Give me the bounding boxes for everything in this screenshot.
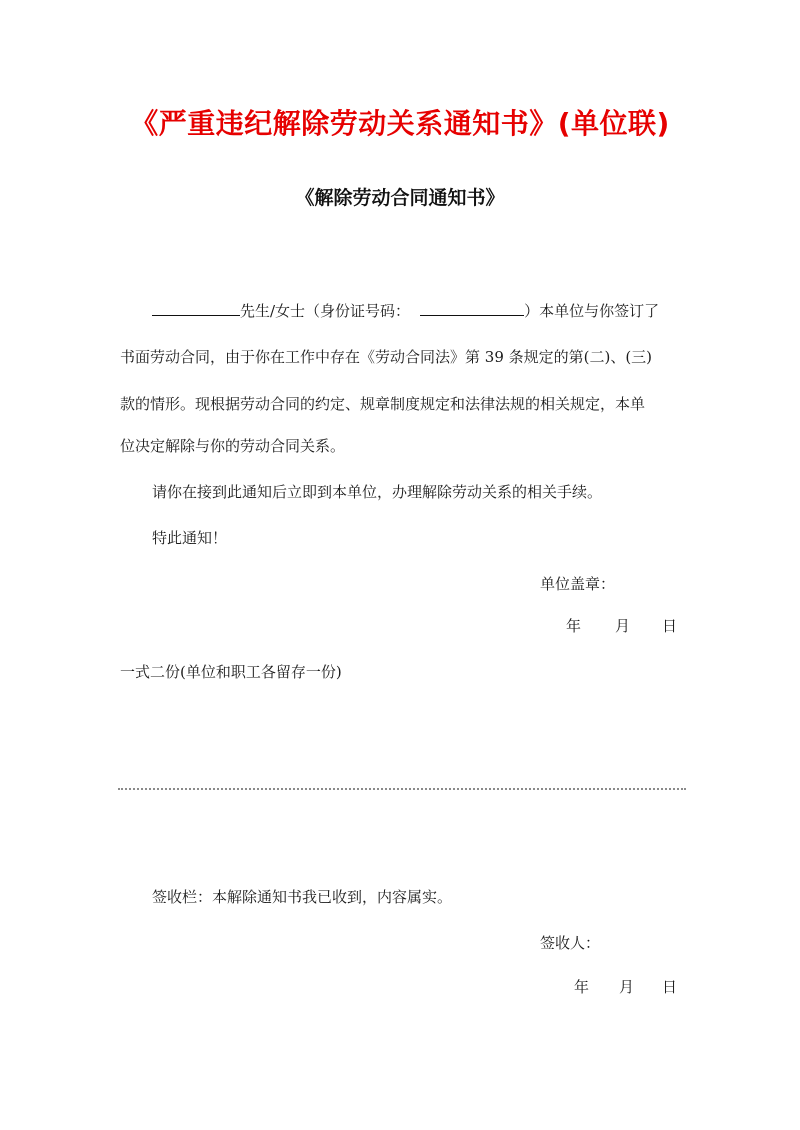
document-title: 《严重违纪解除劳动关系通知书》(单位联): [130, 107, 670, 140]
id-number-blank: [420, 298, 524, 316]
body-paragraph-2: 请你在接到此通知后立即到本单位，办理解除劳动关系的相关手续。: [152, 483, 603, 501]
unit-seal-label: 单位盖章：: [540, 575, 616, 593]
date-line-1: [566, 615, 677, 636]
copies-note: 一式二份(单位和职工各留存一份): [120, 663, 342, 681]
body-line-2: 书面劳动合同，由于你在工作中存在《劳动合同法》第 39 条规定的第(二)、(三): [120, 348, 653, 366]
body-paragraph-3: 特此通知！: [152, 529, 228, 547]
date-month: 月: [615, 617, 631, 635]
date-line-2: [574, 976, 677, 997]
body-line-3: 款的情形。现根据劳动合同的约定、规章制度规定和法律法规的相关规定，本单: [120, 395, 646, 413]
date-day: 日: [662, 617, 678, 635]
receipt-date-day: 日: [662, 978, 678, 996]
body-line-1: [152, 298, 659, 321]
date-year: 年: [566, 617, 582, 635]
document-subtitle: 《解除劳动合同通知书》: [295, 187, 505, 209]
cut-line-divider: [118, 788, 686, 790]
receipt-date-month: 月: [619, 978, 635, 996]
signer-label: 签收人：: [540, 934, 601, 952]
body-line-4: 位决定解除与你的劳动合同关系。: [120, 437, 346, 455]
salutation-text: 先生/女士（身份证号码：: [240, 302, 411, 320]
receipt-text: 签收栏：本解除通知书我已收到，内容属实。: [152, 888, 453, 906]
name-blank: [152, 298, 240, 316]
line1-tail-text: ）本单位与你签订了: [524, 302, 660, 320]
receipt-date-year: 年: [574, 978, 590, 996]
